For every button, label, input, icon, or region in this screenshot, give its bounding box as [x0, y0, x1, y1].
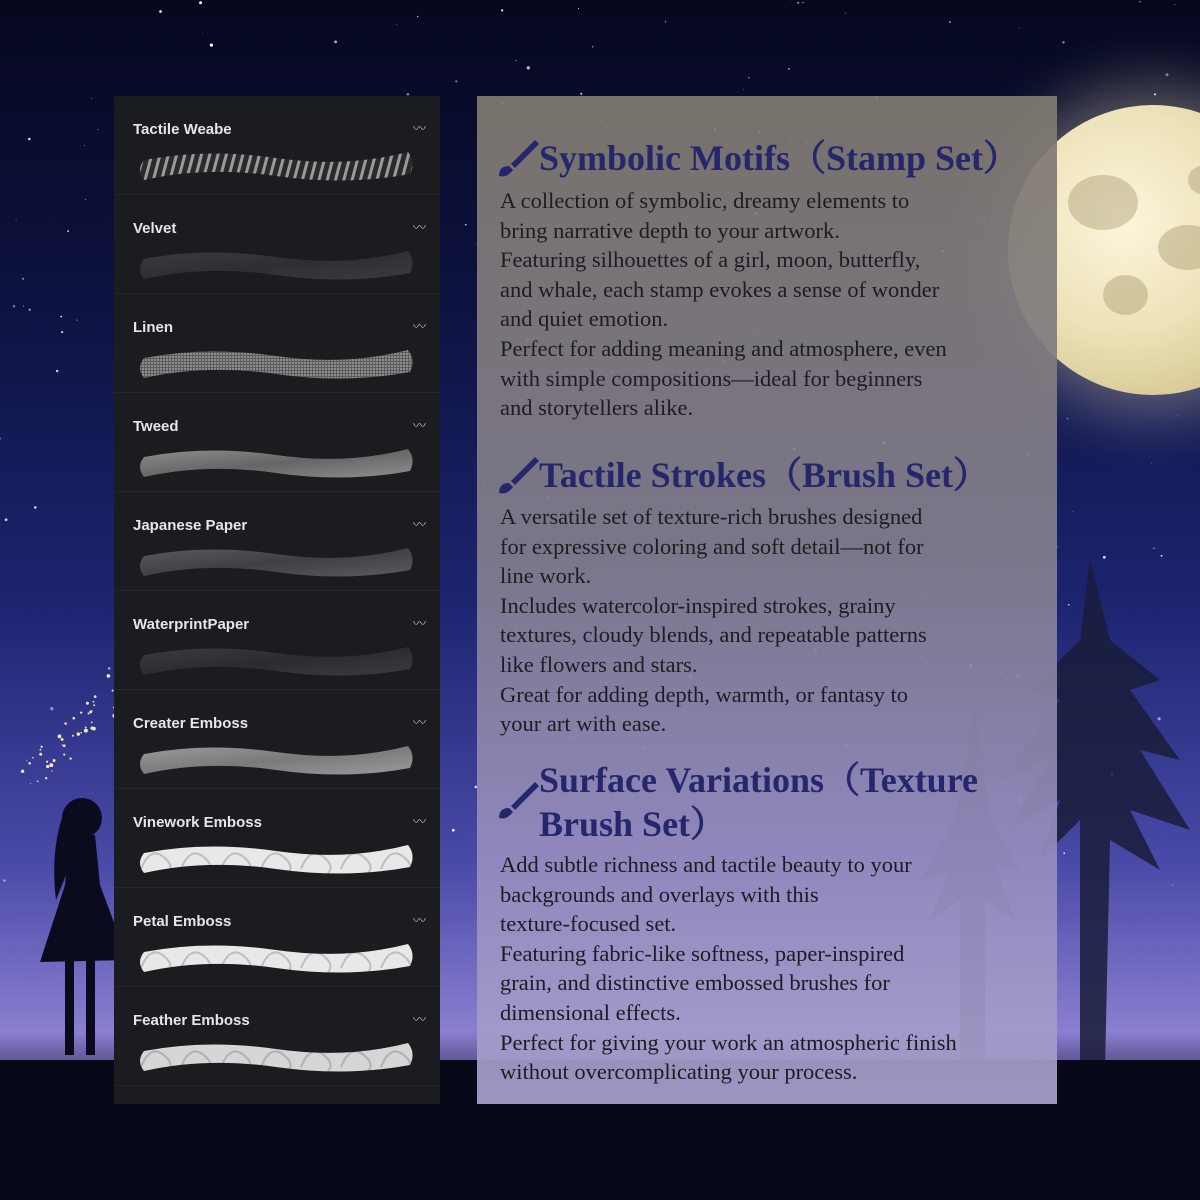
section-title-surface-variations: Surface Variations（Texture Brush Set） [493, 758, 978, 846]
brush-stroke-icon: 〰 [412, 716, 426, 731]
section-body-symbolic-motifs: A collection of symbolic, dreamy elements to bring narrative depth to your artwork. Featuring silhouettes of a girl, moon, butterfly, and whale, each stamp evokes a sense of wonder and quiet emotion. Perfect for adding meaning and atmosphere, even with simple compositions—ideal for beginners and storytellers alike. [500, 188, 947, 421]
brush-stroke-icon: 〰 [412, 122, 426, 137]
brush-name: Feather Emboss [133, 1012, 250, 1029]
brush-item[interactable] [114, 393, 440, 492]
brush-stroke-icon: 〰 [412, 419, 426, 434]
brush-item[interactable] [114, 96, 440, 195]
brush-stroke-icon: 〰 [412, 518, 426, 533]
brush-name: WaterprintPaper [133, 616, 250, 633]
brush-item[interactable] [114, 987, 440, 1086]
brush-name: Japanese Paper [133, 517, 248, 534]
brush-library-panel [114, 96, 440, 1104]
brush-stroke-preview [136, 938, 416, 976]
brush-stroke-icon: 〰 [412, 815, 426, 830]
brush-item[interactable] [114, 591, 440, 690]
brush-name: Tweed [133, 418, 179, 435]
section-body-tactile-strokes: A versatile set of texture-rich brushes designed for expressive coloring and soft detail—not for line work. Includes watercolor-inspired strokes, grainy textures, cloudy blends, and repeatable patterns like flowers and stars. Great for adding depth, warmth, or fantasy to your art with ease. [500, 504, 927, 737]
section-body-surface-variations: Add subtle richness and tactile beauty to your backgrounds and overlays with this texture-focused set. Featuring fabric-like softness, paper-inspired grain, and distinctive embossed brushes for dimensional effects. Perfect for giving your work an atmospheric finish without overcomplicating your process. [500, 852, 957, 1085]
brush-stroke-preview [136, 146, 416, 184]
brush-stroke-icon: 〰 [412, 1013, 426, 1028]
brush-stroke-preview [136, 740, 416, 778]
brush-stroke-preview [136, 641, 416, 679]
brush-stroke-preview [136, 839, 416, 877]
section-title-tactile-strokes: Tactile Strokes（Brush Set） [493, 453, 989, 497]
brush-stroke-preview [136, 1037, 416, 1075]
brush-item[interactable] [114, 888, 440, 987]
brush-name: Vinework Emboss [133, 814, 262, 831]
brush-item[interactable] [114, 789, 440, 888]
brush-name: Velvet [133, 220, 177, 237]
brush-item[interactable] [114, 492, 440, 591]
paintbrush-icon [493, 453, 539, 497]
description-card [477, 96, 1057, 1104]
brush-item[interactable] [114, 690, 440, 789]
brush-stroke-icon: 〰 [412, 617, 426, 632]
brush-name: Petal Emboss [133, 913, 232, 930]
brush-stroke-icon: 〰 [412, 320, 426, 335]
brush-stroke-preview [136, 245, 416, 283]
brush-name: Creater Emboss [133, 715, 249, 732]
brush-stroke-preview [136, 542, 416, 580]
paintbrush-icon [493, 778, 539, 822]
brush-name: Tactile Weabe [133, 121, 232, 138]
section-title-symbolic-motifs: Symbolic Motifs（Stamp Set） [493, 136, 1019, 180]
brush-stroke-preview [136, 443, 416, 481]
brush-item[interactable] [114, 294, 440, 393]
brush-stroke-icon: 〰 [412, 221, 426, 236]
paintbrush-icon [493, 136, 539, 180]
brush-stroke-icon: 〰 [412, 914, 426, 929]
brush-stroke-preview [136, 344, 416, 382]
brush-name: Linen [133, 319, 173, 336]
brush-item[interactable] [114, 195, 440, 294]
brush-divider [114, 1085, 440, 1086]
